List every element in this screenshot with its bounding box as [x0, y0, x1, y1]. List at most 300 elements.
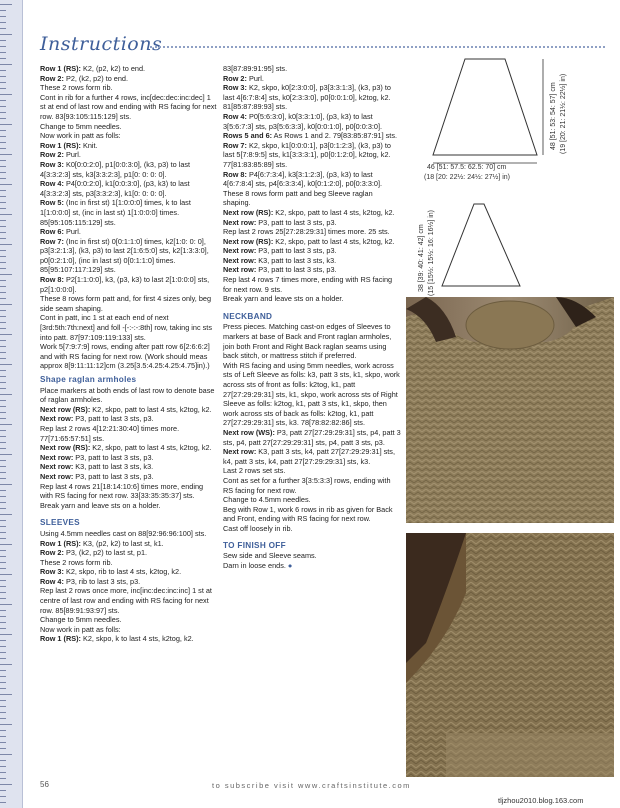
- instruction-line: [223, 361, 401, 428]
- ruler-tick: [0, 688, 6, 689]
- ruler-tick: [0, 502, 6, 503]
- ruler-tick: [0, 76, 6, 77]
- instruction-line: [40, 625, 218, 635]
- row-text: Purl.: [63, 150, 81, 160]
- ruler-tick: [0, 268, 6, 269]
- sleeve-outline: [442, 204, 520, 286]
- row-text: Cont in rib for a further 4 rows, inc[dec:dec:inc:dec] 1 st at end of last row and ending with RS facing for next row. 83[93:105:115:129] sts.: [40, 92, 217, 121]
- row-text: These 2 rows form rib.: [40, 83, 113, 93]
- row-text: P3, (k2, p2) to last st, p1.: [63, 548, 148, 558]
- ruler-tick: [0, 712, 6, 713]
- instruction-line: [223, 189, 401, 208]
- neckband-heading: NECKBAND: [223, 311, 273, 321]
- row-text: K2, skpo, patt to last 4 sts, k2tog, k2.: [273, 236, 395, 246]
- ruler-tick: [0, 532, 6, 533]
- ruler-tick: [0, 124, 12, 125]
- instruction-line: [223, 131, 401, 141]
- ruler-tick: [0, 304, 12, 305]
- row-label: Row 7:: [223, 140, 247, 150]
- instruction-line: [40, 443, 218, 453]
- ruler-tick: [0, 346, 6, 347]
- instruction-line: [223, 227, 401, 237]
- row-label: Row 2:: [40, 73, 64, 83]
- ruler-tick: [0, 778, 6, 779]
- body-height-label: 48 [51: 53: 54: 57] cm: [550, 82, 557, 150]
- instruction-line: [40, 424, 218, 443]
- row-text: P2[1:1:0:0], k3, (p3, k3) to last 2[1:0:0:0] sts, p2[1:0:0:0].: [40, 275, 210, 294]
- ruler-tick: [0, 280, 6, 281]
- ruler-tick: [0, 274, 12, 275]
- row-text: K2, skpo, patt to last 4 sts, k2tog, k2.: [273, 207, 395, 217]
- instruction-line: [223, 561, 401, 571]
- row-label: Row 1 (RS):: [40, 634, 81, 644]
- body-width-inches: (18 [20: 22½: 24½: 27½] in): [424, 174, 511, 181]
- row-text: K2, skpo, k to last 4 sts, k2tog, k2.: [80, 634, 194, 644]
- ruler-tick: [0, 604, 12, 605]
- ruler-tick: [0, 82, 6, 83]
- row-label: Row 8:: [40, 275, 64, 285]
- ruler-tick: [0, 376, 6, 377]
- row-text: Darn in loose ends.: [223, 560, 286, 570]
- ruler-tick: [0, 328, 6, 329]
- instruction-line: [223, 64, 401, 74]
- ruler-tick: [0, 142, 6, 143]
- instruction-line: [40, 501, 218, 511]
- ruler-tick: [0, 364, 12, 365]
- ruler-tick: [0, 358, 6, 359]
- instruction-line: [40, 275, 218, 294]
- row-label: Row 4:: [40, 576, 64, 586]
- instruction-line: [40, 405, 218, 415]
- instruction-line: [40, 558, 218, 568]
- ruler-tick: [0, 460, 6, 461]
- instruction-line: [40, 141, 218, 151]
- ruler-tick: [0, 88, 6, 89]
- ruler-tick: [0, 784, 12, 785]
- ruler-tick: [0, 226, 6, 227]
- ruler-tick: [0, 262, 6, 263]
- ruler-tick: [0, 28, 6, 29]
- row-label: Next row:: [223, 447, 257, 457]
- ruler-tick: [0, 592, 6, 593]
- sleeve-area: [446, 733, 614, 777]
- row-label: Row 3:: [40, 159, 64, 169]
- row-text: Work 5[7:9:7:9] rows, ending after patt row 6[2:6:6:2] and with RS facing for next row. (Work should meas approx 8[9:11:11:12]cm (3.25[3.5:4.25:4.25:4.75]in).): [40, 342, 210, 371]
- ruler-tick: [0, 706, 6, 707]
- ruler-tick: [0, 238, 6, 239]
- ruler-tick: [0, 94, 12, 95]
- ruler-tick: [0, 70, 6, 71]
- instruction-line: [223, 447, 401, 466]
- row-text: P4[0:0:2:0], k1[0:0:3:0], (p3, k3) to last 4[3:3:2:3] sts, p3[3:3:2:3], k1[0: 0: 0: 0].: [40, 179, 190, 198]
- row-text: Rep last 4 rows 7 times more, ending with RS facing for next row. 9 sts.: [223, 275, 393, 294]
- ruler-tick: [0, 154, 12, 155]
- end-marker-icon: ●: [285, 560, 293, 570]
- instruction-line: [40, 74, 218, 84]
- instruction-line: [223, 170, 401, 189]
- row-text: Change to 4.5mm needles.: [223, 495, 311, 505]
- row-text: With RS facing and using 5mm needles, work across sts of Left Sleeve as folls: k3, patt 3 sts, k1, skpo, work across sts of front as folls: k2tog, k1, patt 27[27:29:29:31] sts, k1, skpo, work across sts of Right Sleeve as folls: k2tog, k1, patt 3 sts, k1, skpo, then work across sts of back as folls: k2tog, k1, patt 27[27:29:29:31] sts, k3. 78[78:82:82:86] sts.: [223, 360, 400, 428]
- sleeves-instructions: [40, 529, 218, 644]
- instruction-line: [40, 198, 218, 227]
- ruler-tick: [0, 184, 12, 185]
- instruction-line: [40, 64, 218, 74]
- instruction-line: [40, 386, 218, 405]
- ruler-tick: [0, 292, 6, 293]
- ruler-tick: [0, 382, 6, 383]
- body-width-label: 46 [51: 57.5: 62.5: 70] cm: [427, 164, 507, 171]
- ruler-tick: [0, 412, 6, 413]
- instruction-line: [223, 551, 401, 561]
- row-text: Now work in patt as folls:: [40, 131, 121, 141]
- ruler-tick: [0, 748, 6, 749]
- instruction-line: [223, 476, 401, 495]
- ruler-tick: [0, 568, 6, 569]
- instruction-line: [40, 539, 218, 549]
- ruler-tick: [0, 334, 12, 335]
- ruler-tick: [0, 448, 6, 449]
- ruler-tick: [0, 490, 6, 491]
- row-label: Row 4:: [40, 179, 64, 189]
- row-text: Using 4.5mm needles cast on 88[92:96:96:100] sts.: [40, 528, 207, 538]
- instruction-line: [223, 83, 401, 112]
- row-label: Next row:: [40, 471, 74, 481]
- ruler-tick: [0, 454, 12, 455]
- row-text: P3, patt to last 3 sts, p3.: [73, 452, 154, 462]
- row-text: Beg with Row 1, work 6 rows in rib as given for Back and Front, ending with RS facing for next row.: [223, 504, 393, 524]
- instruction-line: [223, 112, 401, 131]
- row-text: K0[0:0:2:0], p1[0:0:3:0], (k3, p3) to last 4[3:3:2:3] sts, k3[3:3:2:3], p1[0: 0: 0: 0].: [40, 159, 191, 179]
- ruler-tick: [0, 322, 6, 323]
- row-text: Change to 5mm needles.: [40, 121, 122, 131]
- row-text: K2, skpo, k1[0:0:0:1], p3[0:1:2:3], (k3, p3) to last 5[7:8:9:5] sts, k1[3:3:3:1], p0[0:1:2:0], k2tog, k2. 77[81:83:85:89] sts.: [223, 140, 391, 169]
- subscribe-url[interactable]: to subscribe visit www.craftsinstitute.com: [212, 781, 411, 790]
- ruler-tick: [0, 760, 6, 761]
- watermark: tljzhou2010.blog.163.com: [498, 796, 584, 805]
- row-text: K3, (p2, k2) to last st, k1.: [80, 538, 164, 548]
- instruction-line: [223, 265, 401, 275]
- ruler-tick: [0, 802, 6, 803]
- instruction-line: [40, 227, 218, 237]
- ruler-tick: [0, 130, 6, 131]
- row-label: Row 5:: [40, 198, 64, 208]
- body-schematic: [415, 55, 615, 175]
- row-label: Next row:: [40, 462, 74, 472]
- row-text: Break yarn and leave sts on a holder.: [223, 294, 344, 304]
- ruler-tick: [0, 388, 6, 389]
- row-text: Now work in patt as folls:: [40, 624, 121, 634]
- ruler-tick: [0, 598, 6, 599]
- ruler-tick: [0, 244, 12, 245]
- ruler-tick: [0, 424, 12, 425]
- ruler-tick: [0, 172, 6, 173]
- back-front-instructions: [40, 64, 218, 371]
- ruler-tick: [0, 370, 6, 371]
- instruction-line: [40, 83, 218, 93]
- ruler-tick: [0, 136, 6, 137]
- ruler-tick: [0, 22, 6, 23]
- ruler-tick: [0, 538, 6, 539]
- row-text: (Inc in first st) 0[0:1:1:0] times, k2[1:0: 0: 0], p3[3:2:1:3], (k3, p3) to last 2[1:6:5:0] sts, k2[1:3:3:0], p0[0:2:1:0], (inc in last st) 0[0:1:1:0] times. 85[95:107:117:129] sts.: [40, 236, 209, 275]
- row-label: Next row (RS):: [223, 236, 274, 246]
- instruction-line: [40, 150, 218, 160]
- ruler-tick: [0, 418, 6, 419]
- instruction-line: [223, 322, 401, 360]
- instruction-line: [223, 246, 401, 256]
- row-text: P0[5:6:3:0], k0[3:3:1:0], (p3, k3) to last 3[5:6:7:3] sts, p3[5:6:3:3], k0[0:0:1:0], p0[0:0:3:0].: [223, 111, 383, 131]
- neckband-instructions: [223, 322, 401, 533]
- ruler-tick: [0, 610, 6, 611]
- ruler-tick: [0, 586, 6, 587]
- sleeve-height-label: 38 [39: 40: 41: 42] cm: [418, 224, 425, 292]
- sweater-photo-front: [406, 297, 614, 523]
- row-label: Row 1 (RS):: [40, 64, 81, 73]
- ruler-tick: [0, 400, 6, 401]
- ruler-tick: [0, 394, 12, 395]
- ruler-tick: [0, 232, 6, 233]
- instruction-line: [223, 495, 401, 505]
- column-1: [40, 64, 218, 644]
- row-label: Row 1 (RS):: [40, 538, 81, 548]
- ruler-tick: [0, 16, 6, 17]
- instruction-line: [40, 615, 218, 625]
- ruler-tick: [0, 430, 6, 431]
- row-text: K3, patt to last 3 sts, k3.: [73, 462, 154, 472]
- ruler-tick: [0, 766, 6, 767]
- ruler-tick: [0, 208, 6, 209]
- ruler-tick: [0, 580, 6, 581]
- row-text: Cont in patt, inc 1 st at each end of next [3rd:5th:7th:next] and foll -[-:-:-:8th] row, taking inc sts into patt. 87[97:109:119:133] sts.: [40, 313, 212, 342]
- ruler-tick: [0, 718, 6, 719]
- ruler-tick: [0, 658, 6, 659]
- instruction-line: [223, 208, 401, 218]
- row-label: Row 6:: [40, 227, 64, 237]
- ruler-tick: [0, 754, 12, 755]
- row-label: Next row:: [40, 452, 74, 462]
- shape-raglan-instructions: [40, 386, 218, 511]
- ruler-tick: [0, 10, 6, 11]
- sweater-photo-shoulder: [406, 533, 614, 777]
- row-text: P3, patt to last 3 sts, p3.: [256, 246, 337, 256]
- ruler-tick: [0, 736, 6, 737]
- row-label: Next row:: [223, 255, 257, 265]
- row-label: Row 3:: [40, 567, 64, 577]
- row-label: Row 3:: [223, 83, 247, 93]
- ruler-tick: [0, 652, 6, 653]
- ruler-tick: [0, 700, 6, 701]
- row-label: Next row:: [40, 414, 74, 424]
- sleeve-schematic: [440, 200, 560, 300]
- ruler-tick: [0, 166, 6, 167]
- ruler-tick: [0, 664, 12, 665]
- instruction-line: [223, 466, 401, 476]
- row-text: These 8 rows form patt and beg Sleeve raglan shaping.: [223, 188, 373, 208]
- ruler-tick: [0, 628, 6, 629]
- row-label: Row 2:: [40, 150, 64, 160]
- ruler-tick: [0, 298, 6, 299]
- instruction-line: [40, 122, 218, 132]
- ruler-tick: [0, 178, 6, 179]
- ruler-tick: [0, 256, 6, 257]
- ruler-tick: [0, 562, 6, 563]
- row-text: P4[6:7:3:4], k3[3:1:2:3], (p3, k3) to last 4[6:7:8:4] sts, p4[6:3:3:4], k0[0:1:2:0], p0[0:3:3:0].: [223, 169, 383, 189]
- row-text: Purl.: [246, 73, 264, 83]
- sleeve-height-inches: (15 [15½: 15½: 16: 16½] in): [428, 209, 435, 296]
- row-text: P3, patt to last 3 sts, p3.: [256, 265, 337, 275]
- instruction-line: [40, 529, 218, 539]
- row-text: Rep last 4 rows 21[18:14:10:6] times more, ending with RS facing for next row. 33[33:35:35:37] sts.: [40, 481, 204, 501]
- ruler-tick: [0, 112, 6, 113]
- instruction-line: [223, 275, 401, 294]
- ruler-tick: [0, 670, 6, 671]
- ruler-tick: [0, 508, 6, 509]
- row-text: Cont as set for a further 3[3:5:3:3] rows, ending with RS facing for next row.: [223, 475, 391, 495]
- row-text: K3, patt to last 3 sts, k3.: [256, 255, 337, 265]
- row-text: (Inc in first st) 1[1:0:0:0] times, k to last 1[1:0:0:0] st, (inc in last st) 1[1:0:0:0] times. 85[95:105:115:129] sts.: [40, 198, 191, 227]
- row-text: Purl.: [63, 227, 81, 237]
- ruler-tick: [0, 724, 12, 725]
- row-text: These 8 rows form patt and, for first 4 sizes only, beg side seam shaping.: [40, 294, 212, 313]
- row-text: Change to 5mm needles.: [40, 615, 122, 625]
- row-label: Next row (RS):: [223, 207, 274, 217]
- ruler-tick: [0, 484, 12, 485]
- instruction-line: [223, 256, 401, 266]
- row-label: Next row:: [223, 265, 257, 275]
- instruction-line: [40, 453, 218, 463]
- ruler-tick: [0, 46, 6, 47]
- row-text: P3, patt to last 3 sts, p3.: [73, 414, 154, 424]
- ruler-tick: [0, 544, 12, 545]
- instruction-line: [40, 342, 218, 371]
- row-text: Rep last 2 rows once more, inc[inc:dec:inc:inc] 1 st at centre of last row and ending with RS facing for next row. 85[89:91:93:97] sts.: [40, 586, 212, 615]
- ruler-tick: [0, 106, 6, 107]
- instruction-line: [223, 218, 401, 228]
- ruler-tick: [0, 286, 6, 287]
- row-label: Next row:: [223, 246, 257, 256]
- page-title: Instructions: [40, 33, 163, 55]
- ruler-tick: [0, 202, 6, 203]
- instruction-line: [40, 414, 218, 424]
- row-text: Knit.: [80, 140, 98, 150]
- ruler-tick: [0, 442, 6, 443]
- instruction-line: [40, 93, 218, 122]
- row-label: Rows 5 and 6:: [223, 131, 273, 141]
- row-text: K2, skpo, patt to last 4 sts, k2tog, k2.: [90, 404, 212, 414]
- row-text: K3, patt 3 sts, k4, patt 27[27:29:29:31] sts, k4, patt 3 sts, k4, patt 27[27:29:29:31] sts, k3.: [223, 447, 395, 466]
- ruler-tick: [0, 250, 6, 251]
- row-text: Cast off loosely in rib.: [223, 523, 293, 533]
- row-label: Next row (RS):: [40, 404, 91, 414]
- page-number: 56: [40, 780, 49, 789]
- ruler-tick: [0, 640, 6, 641]
- row-text: These 2 rows form rib.: [40, 557, 113, 567]
- sleeves-heading: SLEEVES: [40, 518, 80, 528]
- sweater-collar: [466, 301, 554, 349]
- ruler-tick: [0, 796, 6, 797]
- instruction-line: [40, 548, 218, 558]
- ruler-tick: [0, 436, 6, 437]
- row-label: Row 2:: [40, 548, 64, 558]
- ruler-tick: [0, 478, 6, 479]
- ruler-tick: [0, 550, 6, 551]
- ruler-tick: [0, 190, 6, 191]
- ruler-tick: [0, 520, 6, 521]
- row-text: K2, (p2, k2) to end.: [80, 64, 146, 73]
- ruler-tick: [0, 682, 6, 683]
- row-label: Row 1 (RS):: [40, 140, 81, 150]
- instruction-line: [40, 131, 218, 141]
- instruction-line: [40, 634, 218, 644]
- ruler-tick: [0, 352, 6, 353]
- ruler-tick: [0, 100, 6, 101]
- title-divider: [150, 46, 605, 48]
- row-text: Sew side and Sleeve seams.: [223, 551, 317, 561]
- row-label: Next row (RS):: [40, 443, 91, 453]
- ruler-tick: [0, 646, 6, 647]
- row-text: K2, skpo, k0[2:3:0:0], p3[3:3:1:3], (k3, p3) to last 4[6:7:8:4] sts, k0[2:3:3:0], p0[0:0:1:0], k2tog, k2. 81[85:87:89:93] sts.: [223, 83, 391, 112]
- ruler-tick: [0, 220, 6, 221]
- row-text: Last 2 rows set sts.: [223, 466, 286, 476]
- row-text: Place markers at both ends of last row to denote base of raglan armholes.: [40, 385, 215, 405]
- row-label: Row 4:: [223, 111, 247, 121]
- instruction-line: [223, 141, 401, 170]
- row-text: As Rows 1 and 2. 79[83:85:87:91] sts.: [272, 131, 398, 141]
- ruler-tick: [0, 148, 6, 149]
- ruler-tick: [0, 526, 6, 527]
- ruler-tick: [0, 58, 6, 59]
- row-text: P3, rib to last 3 sts, p3.: [63, 576, 141, 586]
- row-label: Row 2:: [223, 73, 247, 83]
- ruler-tick: [0, 790, 6, 791]
- ruler-tick: [0, 310, 6, 311]
- ruler-tick: [0, 694, 12, 695]
- ruler-tick: [0, 52, 6, 53]
- ruler-tick: [0, 472, 6, 473]
- instruction-line: [40, 160, 218, 179]
- ruler-tick: [0, 514, 12, 515]
- ruler-tick: [0, 340, 6, 341]
- instruction-line: [223, 294, 401, 304]
- sleeves-continued-instructions: [223, 64, 401, 304]
- finish-heading: TO FINISH OFF: [223, 540, 286, 550]
- ruler-tick: [0, 634, 12, 635]
- ruler-tick: [0, 196, 6, 197]
- instruction-line: [223, 524, 401, 534]
- finish-instructions: [223, 551, 401, 570]
- row-label: Next row (WS):: [223, 427, 275, 437]
- ruler-tick: [0, 466, 6, 467]
- ruler-tick: [0, 730, 6, 731]
- row-text: K2, skpo, patt to last 4 sts, k2tog, k2.: [90, 443, 212, 453]
- ruler-tick: [0, 622, 6, 623]
- instruction-line: [40, 313, 218, 342]
- row-text: P3, patt to last 3 sts, p3.: [256, 217, 337, 227]
- ruler-tick: [0, 4, 12, 5]
- row-text: K2, skpo, rib to last 4 sts, k2tog, k2.: [63, 567, 182, 577]
- row-text: P3, patt 27[27:29:29:31] sts, p4, patt 3 sts, p4, patt 27[27:29:29:31] sts, p4, patt 3 sts, p3.: [223, 427, 401, 447]
- instruction-line: [40, 237, 218, 275]
- instruction-line: [40, 472, 218, 482]
- ruler-tick: [0, 34, 12, 35]
- ruler-tick: [0, 64, 12, 65]
- body-outline: [433, 59, 537, 155]
- ruler-tick: [0, 556, 6, 557]
- ruler-tick: [0, 406, 6, 407]
- ruler-tick: [0, 40, 6, 41]
- ruler-tick: [0, 676, 6, 677]
- row-label: Row 7:: [40, 236, 64, 246]
- ruler-tick: [0, 118, 6, 119]
